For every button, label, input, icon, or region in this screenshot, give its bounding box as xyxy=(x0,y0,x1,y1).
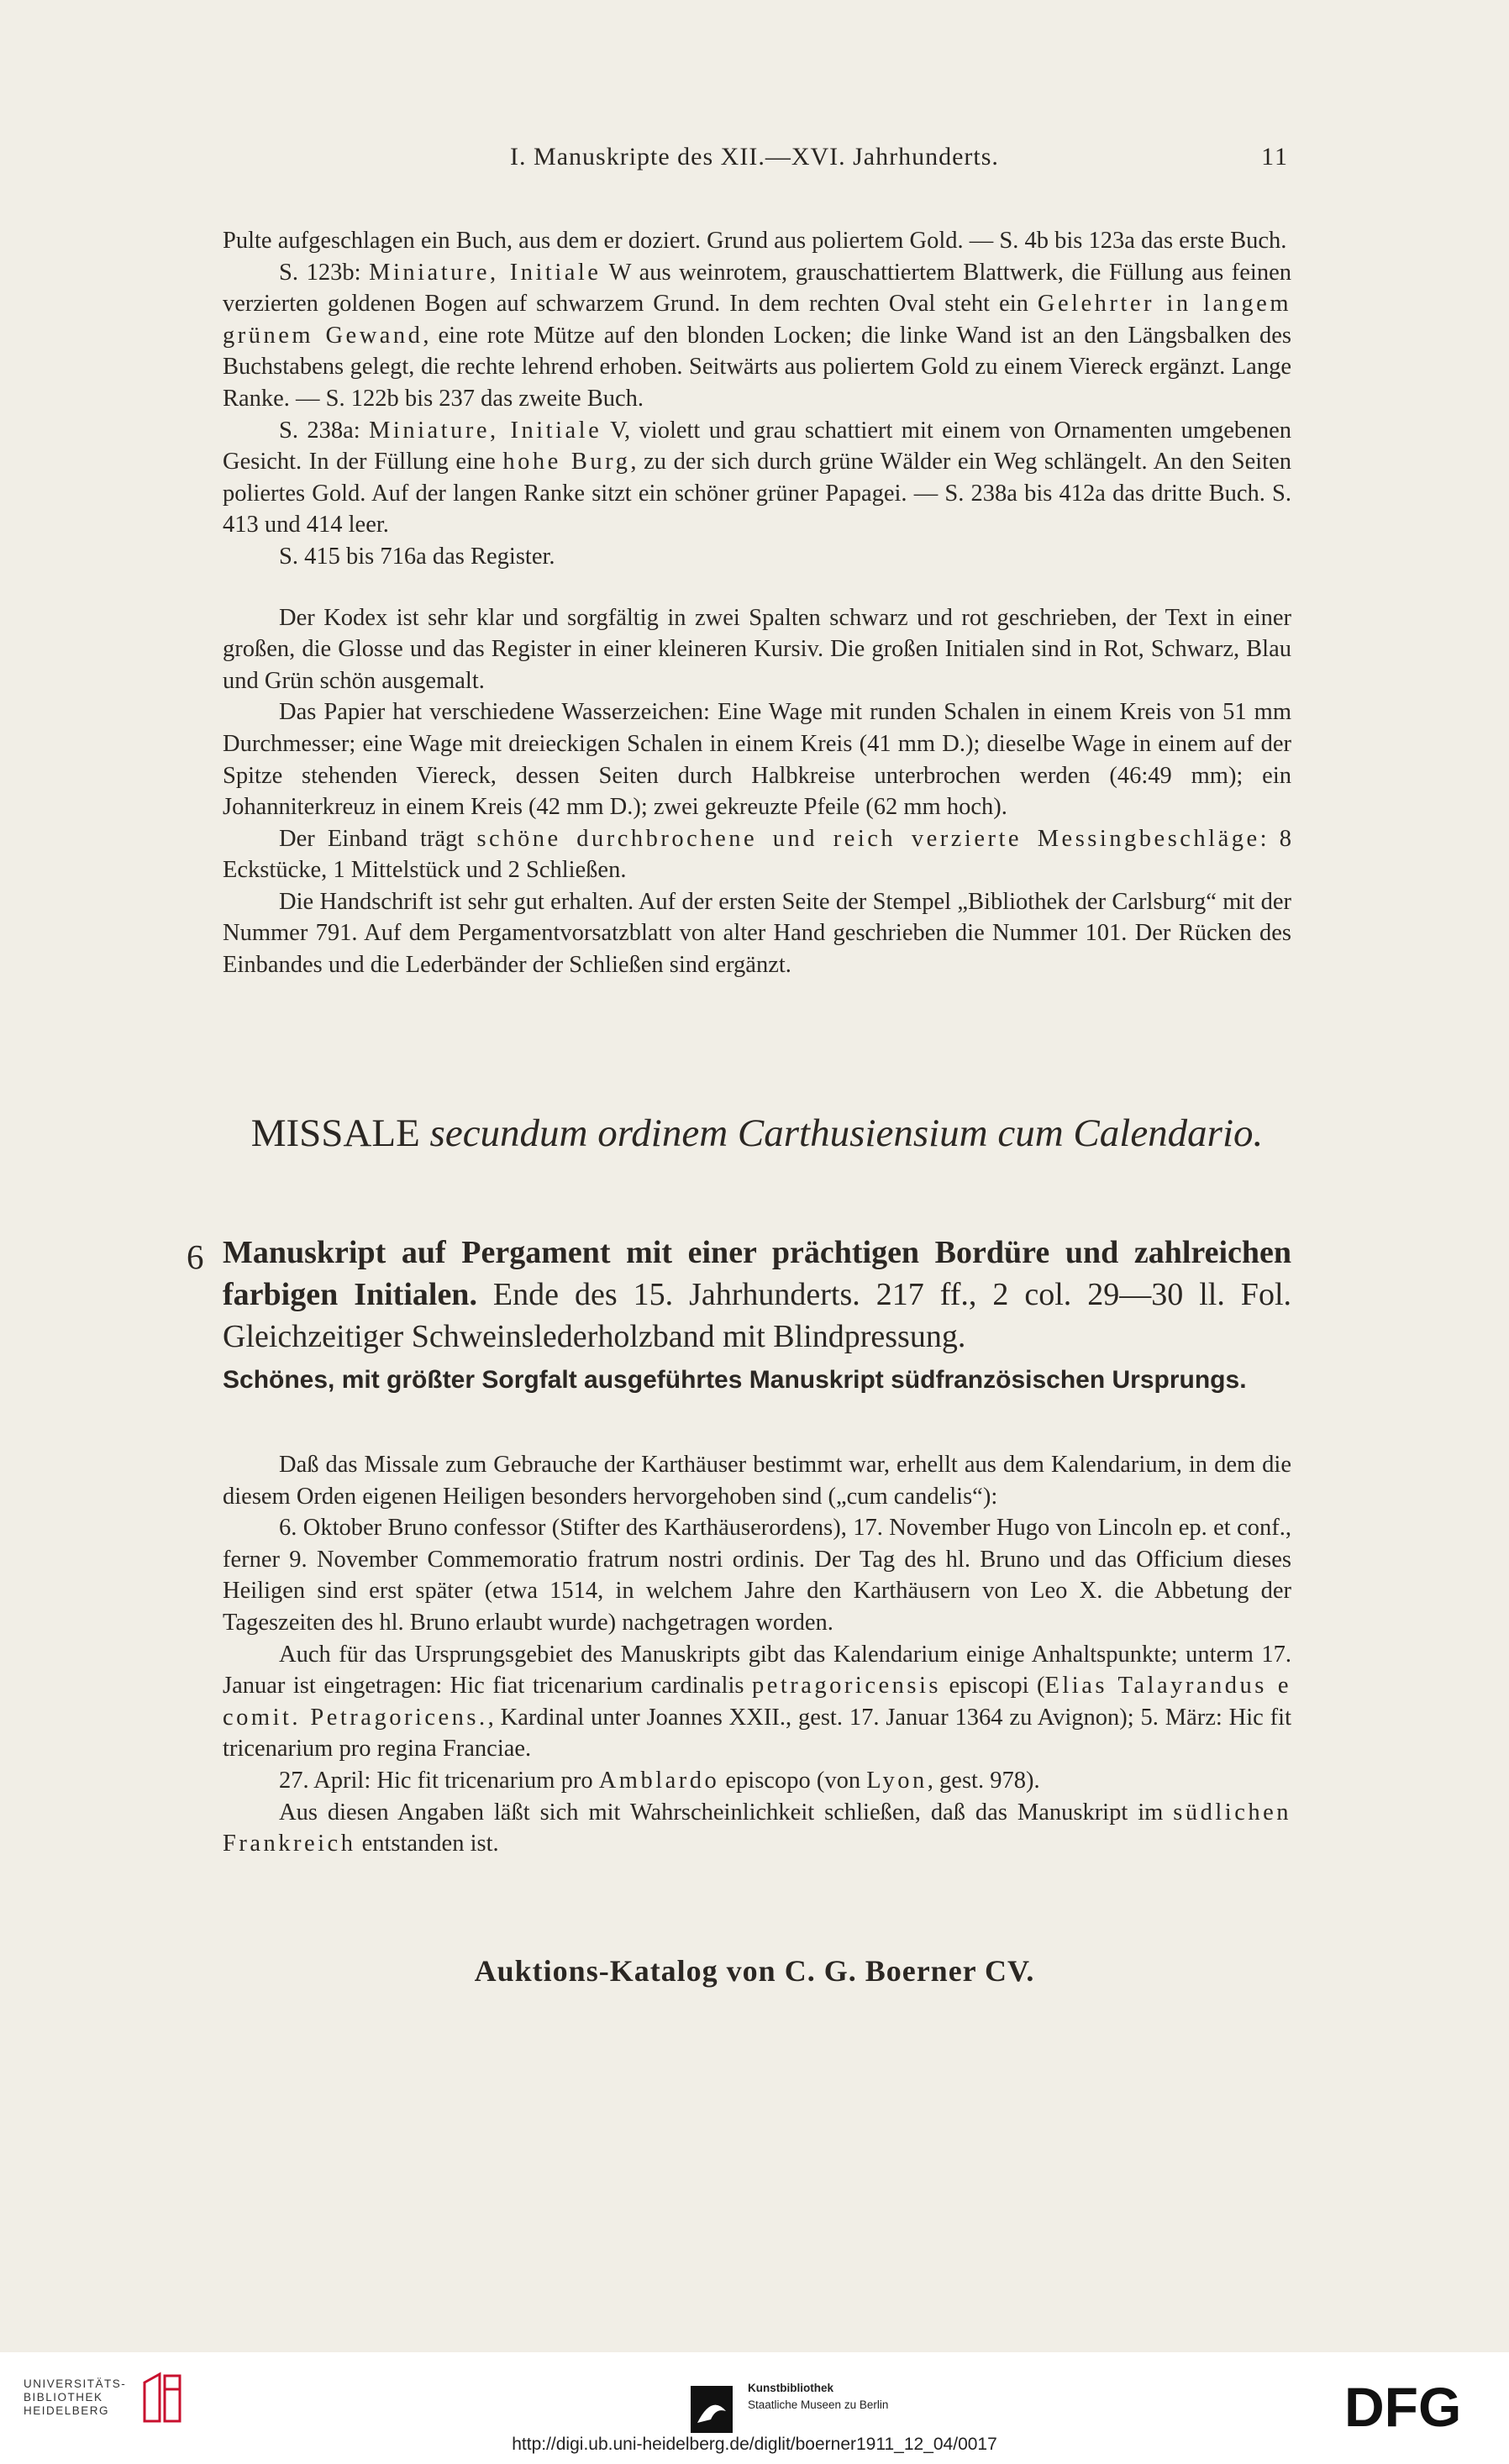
spaced-emphasis: schöne durchbrochene und reich verzierte Messingbeschläge xyxy=(476,825,1260,852)
top-text-block xyxy=(223,225,1291,981)
ub-heidelberg-logo: UNIVERSITÄTS- BIBLIOTHEK HEIDELBERG xyxy=(24,2377,127,2417)
paragraph: Pulte aufgeschlagen ein Buch, aus dem er doziert. Grund aus poliertem Gold. — S. 4b bis 123a das erste Buch. xyxy=(223,228,1287,254)
spaced-emphasis: südlichen Frankreich xyxy=(223,1799,1291,1857)
title-italic: secundum ordinem Carthusiensium cum Calendario. xyxy=(429,1111,1264,1155)
spaced-emphasis: Miniature, Initiale xyxy=(369,417,602,444)
paragraph: Der Kodex ist sehr klar und sorgfältig in zwei Spalten schwarz und rot geschrieben, der Text in einer großen, die Glosse und das Register in einer kleineren Kursiv. Die großen Initialen sind in Rot, Schwarz, Blau und Grün schön ausgemalt. xyxy=(223,604,1291,694)
title-caps: MISSALE xyxy=(250,1111,420,1155)
body-text-block xyxy=(223,1449,1291,1860)
entry-heading xyxy=(223,1232,1291,1358)
ub-heidelberg-mark-icon xyxy=(141,2371,183,2425)
catalog-footer: Auktions-Katalog von C. G. Boerner CV. xyxy=(474,1954,1035,1988)
entry-heading-bold: Manuskript auf Pergament mit einer prächtigen Bordüre und zahlreichen farbigen Initialen. xyxy=(223,1235,1291,1312)
paragraph: Die Handschrift ist sehr gut erhalten. Auf der ersten Seite der Stempel „Bibliothek der Carlsburg“ mit der Nummer 791. Auf dem Pergamentvorsatzblatt von alter Hand geschrieben die Nummer 101. Der Rücken des Einbandes und die Lederbänder der Schließen sind ergänzt. xyxy=(223,888,1291,979)
spaced-emphasis: Gelehrter in langem grünem Gewand xyxy=(223,291,1292,349)
entry-title xyxy=(223,1107,1291,1159)
spaced-emphasis: Lyon xyxy=(866,1767,928,1794)
running-head-title: I. Manuskripte des XII.—XVI. Jahrhunderts. xyxy=(510,143,999,171)
paragraph: Das Papier hat verschiedene Wasserzeichen: Eine Wage mit runden Schalen in einem Kreis von 51 mm Durchmesser; eine Wage mit dreieckigen Schalen in einem Kreis (41 mm D.); dieselbe Wage in einem auf der Spitze stehenden Viereck, dessen Seiten durch Halbkreise unterbrochen werden (46:49 mm); ein Johanniterkreuz in einem Kreis (42 mm D.); zwei gekreuzte Pfeile (62 mm hoch). xyxy=(223,699,1291,821)
paragraph: S. 238a: Miniature, Initiale V, violett und grau schattiert mit einem von Ornamenten umgebenen Gesicht. In der Füllung eine hohe Burg, zu der sich durch grüne Wälder ein Weg schlängelt. An den Seiten poliertes Gold. Auf der langen Ranke sitzt ein schöner grüner Papagei. — S. 238a bis 412a das dritte Buch. S. 413 und 414 leer. xyxy=(223,417,1291,539)
running-head xyxy=(0,143,1509,176)
spaced-emphasis: Elias Talayrandus e comit. Petragoricens. xyxy=(223,1673,1291,1731)
paragraph: Auch für das Ursprungsgebiet des Manuskripts gibt das Kalendarium einige Anhaltspunkte; unterm 17. Januar ist eingetragen: Hic fiat tricenarium cardinalis petragoricensis episcopi (Elias Talayrandus e comit. Petragoricens., Kardinal unter Joannes XXII., gest. 17. Januar 1364 zu Avignon); 5. März: Hic fit tricenarium pro regina Franciae. xyxy=(223,1641,1291,1763)
spaced-emphasis: hohe Burg xyxy=(502,449,631,475)
paragraph: Daß das Missale zum Gebrauche der Karthäuser bestimmt war, erhellt aus dem Kalendarium, in dem die diesem Orden eigenen Heiligen besonders hervorgehoben sind („cum candelis“): xyxy=(223,1452,1291,1510)
spaced-emphasis: petragoricensis xyxy=(751,1673,941,1700)
entry-heading-rest: Ende des 15. Jahrhunderts. 217 ff., 2 col. 29—30 ll. Fol. Gleichzeitiger Schweinslederholzband mit Blindpressung. xyxy=(223,1277,1291,1354)
spaced-emphasis: Amblardo xyxy=(598,1767,720,1794)
paragraph: S. 415 bis 716a das Register. xyxy=(279,543,555,570)
paragraph: Der Einband trägt schöne durchbrochene und reich verzierte Messingbeschläge: 8 Eckstücke, 1 Mittelstück und 2 Schließen. xyxy=(223,825,1292,884)
spaced-emphasis: Miniature, Initiale xyxy=(369,259,602,286)
svg-text:DFG: DFG xyxy=(1344,2377,1462,2435)
page-number: 11 xyxy=(1261,143,1289,171)
dfg-logo-icon xyxy=(1344,2377,1491,2435)
kunstbibliothek-logo-icon xyxy=(691,2386,733,2433)
paragraph: Aus diesen Angaben läßt sich mit Wahrscheinlichkeit schließen, daß das Manuskript im südlichen Frankreich entstanden ist. xyxy=(223,1799,1291,1857)
lot-number: 6 xyxy=(187,1237,204,1276)
paragraph: S. 123b: Miniature, Initiale W aus weinrotem, grauschattiertem Blattwerk, die Füllung aus feinen verzierten goldenen Bogen auf schwarzem Grund. In dem rechten Oval steht ein Gelehrter in langem grünem Gewand, eine rote Mütze auf den blonden Locken; die linke Wand ist an den Längsbalken des Buchstabens gelegt, die rechte lehrend erhoben. Seitwärts aus poliertem Gold zu einem Viereck ergänzt. Lange Ranke. — S. 122b bis 237 das zweite Buch. xyxy=(223,259,1292,412)
paragraph: 27. April: Hic fit tricenarium pro Amblardo episcopo (von Lyon, gest. 978). xyxy=(279,1767,1040,1794)
kunstbibliothek-label: Kunstbibliothek Staatliche Museen zu Berlin xyxy=(748,2382,889,2411)
entry-summary: Schönes, mit größter Sorgfalt ausgeführtes Manuskript südfranzösischen Ursprungs. xyxy=(223,1366,1247,1394)
source-url[interactable]: http://digi.ub.uni-heidelberg.de/diglit/boerner1911_12_04/0017 xyxy=(512,2435,997,2454)
paragraph: 6. Oktober Bruno confessor (Stifter des Karthäuserordens), 17. November Hugo von Lincoln ep. et conf., ferner 9. November Commemoratio fratrum nostri ordinis. Der Tag des hl. Bruno und das Officium dieses Heiligen sind erst später (etwa 1514, in welchem Jahre den Karthäusern von Leo X. die Abbetung der Tageszeiten des hl. Bruno erlaubt wurde) nachgetragen worden. xyxy=(223,1515,1291,1636)
